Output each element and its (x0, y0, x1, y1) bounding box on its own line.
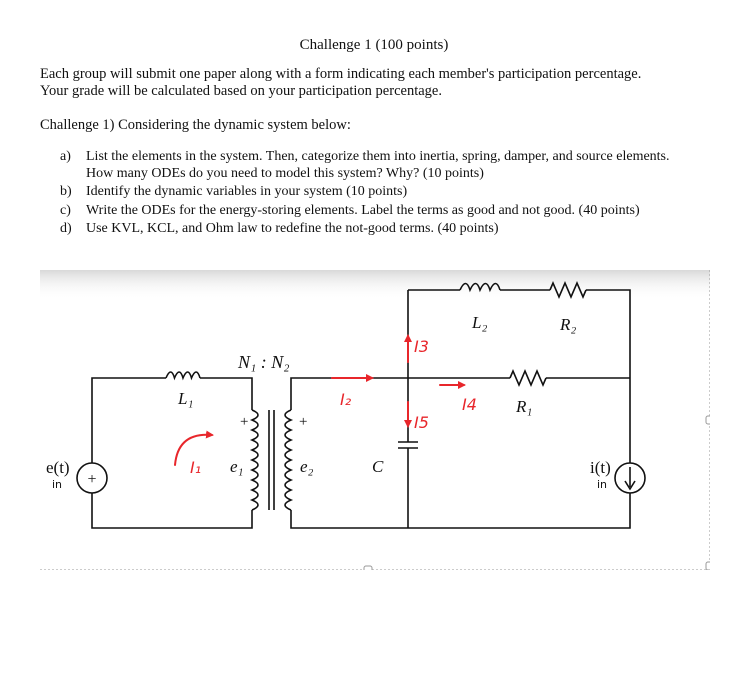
question-item (60, 149, 700, 182)
question-label: b) (60, 184, 72, 199)
current-I3-label: I3 (414, 337, 429, 356)
question-text: Use KVL, KCL, and Ohm law to redefine the not-good terms. (40 points) (86, 221, 499, 236)
source-voltage-sub: in (52, 478, 63, 491)
question-item (60, 184, 700, 201)
R1-label: R₁ (516, 397, 533, 416)
e2-label: e₂ (300, 457, 314, 476)
page-title: Challenge 1 (100 points) (299, 37, 449, 53)
wire (408, 493, 630, 528)
intro-paragraph (40, 66, 720, 100)
question-text: Write the ODEs for the energy-storing elements. Label the terms as good and not good. (40 points) (86, 202, 640, 218)
voltage-source-plus: + (87, 471, 97, 488)
source-current-label: i(t) (590, 458, 611, 477)
question-label: a) (60, 149, 71, 164)
capacitor-label: C (372, 457, 384, 476)
question-text: Identify the dynamic variables in your system (10 points) (86, 184, 408, 199)
source-current-sub: in (597, 478, 608, 491)
resize-handle[interactable] (706, 562, 710, 570)
source-voltage-label: e(t) (46, 458, 70, 477)
resize-handle[interactable] (706, 416, 710, 424)
current-I4-label: I4 (462, 395, 477, 414)
resistor-R1 (510, 371, 546, 385)
wire (291, 510, 408, 528)
challenge-heading: Challenge 1) Considering the dynamic system below: (40, 117, 351, 133)
e1-label: e₁ (230, 457, 244, 476)
intro-line: Your grade will be calculated based on your participation percentage. (40, 83, 442, 99)
primary-plus: + (240, 414, 249, 430)
wire (92, 378, 166, 463)
wire (92, 493, 252, 528)
inductor-L1 (166, 372, 200, 378)
question-text: List the elements in the system. Then, categorize them into inertia, spring, damper, and source elements. How many ODEs do you need to model this system? Why? (10 points) (86, 149, 670, 181)
wire (200, 378, 252, 410)
turns-ratio-label: N₁ : N₂ (238, 352, 290, 372)
intro-line: Each group will submit one paper along with a form indicating each member's participation percentage. (40, 66, 642, 82)
transformer-primary (252, 410, 258, 510)
circuit-diagram (40, 270, 710, 570)
figure-shadow (40, 270, 710, 300)
L2-label: L₂ (472, 313, 488, 332)
question-label: c) (60, 202, 71, 218)
L1-label: L₁ (178, 389, 194, 408)
current-I1-label: I₁ (190, 458, 202, 477)
question-item (60, 221, 700, 238)
circuit-figure (40, 270, 710, 570)
question-list (60, 149, 700, 240)
current-I5-label: I5 (414, 413, 429, 432)
secondary-plus: + (299, 414, 308, 430)
R2-label: R₂ (560, 315, 577, 334)
question-item (60, 203, 700, 220)
wire (586, 290, 630, 463)
question-label: d) (60, 221, 72, 236)
current-I2-label: I₂ (340, 390, 352, 409)
resize-handle[interactable] (364, 566, 372, 570)
transformer-secondary (285, 410, 291, 510)
